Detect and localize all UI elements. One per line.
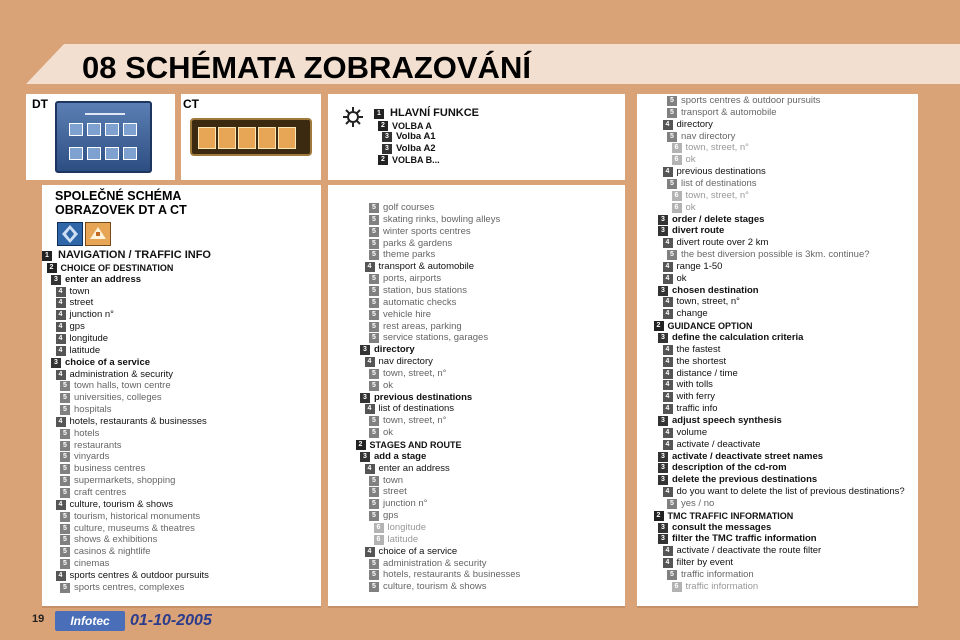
level-badge: 4 [663, 262, 673, 272]
level-badge: 6 [672, 155, 682, 165]
item-label: divert route over 2 km [676, 237, 769, 249]
item-label: town halls, town centre [74, 380, 171, 392]
item-label: town [383, 474, 404, 486]
item-label: yes / no [681, 497, 715, 509]
page-number: 19 [32, 613, 45, 625]
item-label: choice of a service [65, 356, 151, 368]
level-badge: 5 [667, 108, 677, 118]
level-badge: 2 [378, 121, 388, 131]
level-badge: 5 [60, 405, 70, 415]
item-label: description of the cd-rom [672, 462, 787, 474]
level-badge: 3 [658, 333, 668, 343]
footer-date: 01-10-2005 [130, 612, 212, 629]
level-badge: 5 [60, 429, 70, 439]
item-label: divert route [672, 225, 725, 237]
item-label: restaurants [74, 439, 122, 451]
level-badge: 5 [369, 239, 379, 249]
level-badge: 5 [369, 227, 379, 237]
item-label: traffic info [676, 403, 718, 415]
level-badge: 3 [360, 452, 370, 462]
item-label: shows & exhibitions [74, 534, 158, 546]
item-label: town, street, n° [685, 142, 749, 154]
item-label: NAVIGATION / TRAFFIC INFO [58, 249, 211, 261]
level-badge: 2 [654, 511, 664, 521]
item-label: list of destinations [681, 177, 757, 189]
level-badge: 3 [51, 358, 61, 368]
level-badge: 5 [667, 250, 677, 260]
nav-icon [57, 222, 83, 246]
item-label: volume [676, 426, 708, 438]
item-label: activate / deactivate [676, 438, 761, 450]
level-badge: 4 [56, 370, 66, 380]
level-badge: 5 [369, 381, 379, 391]
level-badge: 4 [365, 464, 375, 474]
level-badge: 6 [374, 535, 384, 545]
level-badge: 4 [663, 309, 673, 319]
level-badge: 5 [369, 428, 379, 438]
level-badge: 4 [365, 357, 375, 367]
item-label: enter an address [65, 273, 142, 285]
item-label: transport & automobile [378, 261, 475, 273]
level-badge: 4 [56, 334, 66, 344]
item-label: with ferry [676, 391, 716, 403]
item-label: town, street, n° [383, 367, 447, 379]
item-label: traffic information [685, 580, 759, 592]
level-badge: 5 [60, 381, 70, 391]
item-label: range 1-50 [676, 260, 723, 272]
item-label: order / delete stages [672, 213, 765, 225]
level-badge: 4 [663, 369, 673, 379]
item-label: define the calculation criteria [672, 332, 804, 343]
item-label: service stations, garages [383, 332, 489, 344]
item-label: list of destinations [378, 403, 455, 415]
level-badge: 5 [369, 333, 379, 343]
item-label: longitude [387, 521, 427, 533]
item-label: tourism, historical monuments [74, 510, 201, 522]
item-label: VOLBA A [392, 120, 432, 131]
level-badge: 4 [663, 428, 673, 438]
level-badge: 4 [663, 392, 673, 402]
item-label: chosen destination [672, 284, 759, 296]
level-badge: 5 [667, 179, 677, 189]
level-badge: 5 [60, 535, 70, 545]
item-label: activate / deactivate street names [672, 450, 824, 462]
level-badge: 3 [51, 275, 61, 285]
item-label: CHOICE OF DESTINATION [60, 262, 174, 273]
item-label: ok [383, 427, 394, 439]
item-label: HLAVNÍ FUNKCE [390, 107, 480, 119]
item-label: culture, tourism & shows [69, 498, 173, 510]
item-label: consult the messages [672, 521, 772, 533]
item-label: town, street, n° [676, 296, 740, 308]
item-label: street [69, 297, 94, 309]
traffic-icon [85, 222, 111, 246]
level-badge: 4 [663, 558, 673, 568]
level-badge: 4 [365, 404, 375, 414]
item-label: town, street, n° [383, 415, 447, 427]
level-badge: 5 [60, 393, 70, 403]
level-badge: 4 [56, 571, 66, 581]
level-badge: 6 [374, 523, 384, 533]
item-label: previous destinations [676, 166, 766, 178]
level-badge: 5 [369, 203, 379, 213]
level-badge: 5 [60, 559, 70, 569]
item-label: Volba A2 [396, 142, 436, 154]
level-badge: 3 [382, 144, 392, 154]
level-badge: 5 [60, 464, 70, 474]
item-label: cinemas [74, 558, 110, 570]
level-badge: 4 [56, 310, 66, 320]
level-badge: 3 [658, 475, 668, 485]
item-label: ok [676, 272, 687, 284]
item-label: parks & gardens [383, 237, 453, 249]
level-badge: 4 [663, 440, 673, 450]
common-schema-heading: SPOLEČNÉ SCHÉMA OBRAZOVEK DT A CT [55, 189, 187, 217]
level-badge: 2 [378, 155, 388, 165]
item-label: with tolls [676, 379, 713, 391]
item-label: GUIDANCE OPTION [667, 321, 753, 332]
level-badge: 3 [360, 393, 370, 403]
level-badge: 3 [382, 132, 392, 142]
level-badge: 4 [56, 417, 66, 427]
item-label: sports centres & outdoor pursuits [69, 569, 209, 581]
item-label: activate / deactivate the route filter [676, 545, 822, 557]
level-badge: 5 [667, 570, 677, 580]
item-label: the shortest [676, 355, 727, 367]
level-badge: 5 [60, 583, 70, 593]
item-label: transport & automobile [681, 106, 777, 118]
level-badge: 2 [47, 263, 57, 273]
item-label: change [676, 308, 708, 320]
item-label: town [69, 285, 90, 297]
level-badge: 4 [663, 238, 673, 248]
level-badge: 5 [369, 215, 379, 225]
level-badge: 5 [60, 488, 70, 498]
item-label: longitude [69, 332, 109, 344]
ct-label: CT [183, 97, 199, 111]
item-label: directory [676, 118, 713, 130]
item-label: gps [69, 321, 85, 333]
level-badge: 2 [654, 321, 664, 331]
level-badge: 5 [667, 499, 677, 509]
item-label: latitude [69, 344, 101, 356]
item-label: VOLBA B... [392, 155, 440, 165]
level-badge: 5 [667, 132, 677, 142]
level-badge: 4 [56, 346, 66, 356]
item-label: administration & security [69, 368, 173, 380]
level-badge: 3 [360, 345, 370, 355]
item-label: traffic information [681, 569, 754, 580]
level-badge: 5 [369, 250, 379, 260]
infotec-logo: Infotec [55, 611, 125, 631]
item-label: casinos & nightlife [74, 546, 151, 558]
level-badge: 4 [365, 547, 375, 557]
item-label: hospitals [74, 404, 112, 416]
level-badge: 5 [60, 524, 70, 534]
level-badge: 5 [369, 286, 379, 296]
item-label: universities, colleges [74, 392, 162, 404]
level-badge: 1 [374, 109, 384, 119]
level-badge: 5 [369, 487, 379, 497]
item-label: ok [685, 154, 696, 166]
level-badge: 6 [672, 203, 682, 213]
level-badge: 5 [60, 547, 70, 557]
level-badge: 5 [369, 570, 379, 580]
level-badge: 4 [663, 274, 673, 284]
item-label: administration & security [383, 557, 487, 569]
level-badge: 5 [60, 512, 70, 522]
item-label: theme parks [383, 249, 436, 261]
item-label: culture, tourism & shows [383, 581, 487, 593]
level-badge: 1 [42, 251, 52, 261]
item-label: TMC TRAFFIC INFORMATION [667, 510, 794, 521]
level-badge: 5 [60, 476, 70, 486]
level-badge: 5 [369, 416, 379, 426]
level-badge: 3 [658, 523, 668, 533]
level-badge: 5 [369, 559, 379, 569]
item-label: vehicle hire [383, 308, 432, 320]
item-label: junction n° [69, 309, 114, 321]
item-label: nav directory [681, 130, 736, 142]
level-badge: 4 [663, 120, 673, 130]
item-label: hotels, restaurants & businesses [383, 569, 521, 581]
item-label: hotels [74, 427, 100, 439]
level-badge: 4 [663, 380, 673, 390]
gear-icon [342, 106, 364, 128]
item-label: station, bus stations [383, 284, 467, 296]
item-label: street [383, 486, 407, 498]
level-badge: 5 [60, 452, 70, 462]
level-badge: 4 [56, 287, 66, 297]
level-badge: 6 [672, 191, 682, 201]
level-badge: 5 [369, 310, 379, 320]
item-label: golf courses [383, 202, 435, 213]
item-label: latitude [387, 533, 419, 545]
item-label: ports, airports [383, 273, 442, 285]
level-badge: 4 [663, 487, 673, 497]
level-badge: 4 [663, 345, 673, 355]
level-badge: 3 [658, 286, 668, 296]
level-badge: 5 [667, 96, 677, 106]
ct-screen-image [190, 118, 312, 156]
item-label: hotels, restaurants & businesses [69, 415, 207, 427]
item-label: the best diversion possible is 3km. continue? [681, 249, 870, 261]
level-badge: 5 [369, 298, 379, 308]
level-badge: 5 [369, 369, 379, 379]
level-badge: 5 [369, 499, 379, 509]
item-label: automatic checks [383, 296, 457, 308]
level-badge: 3 [658, 215, 668, 225]
level-badge: 6 [672, 143, 682, 153]
item-label: skating rinks, bowling alleys [383, 213, 501, 225]
item-label: enter an address [378, 462, 450, 474]
item-label: adjust speech synthesis [672, 414, 782, 426]
level-badge: 3 [658, 226, 668, 236]
level-badge: 4 [663, 357, 673, 367]
item-label: business centres [74, 463, 146, 475]
item-label: sports centres & outdoor pursuits [681, 95, 821, 106]
item-label: do you want to delete the list of previous destinations? [676, 486, 905, 498]
item-label: winter sports centres [383, 225, 471, 237]
item-label: previous destinations [374, 391, 473, 403]
item-label: ok [383, 379, 394, 391]
level-badge: 3 [658, 416, 668, 426]
item-label: filter the TMC traffic information [672, 533, 817, 545]
page-title: 08 SCHÉMATA ZOBRAZOVÁNÍ [82, 50, 531, 85]
item-label: Volba A1 [396, 131, 436, 142]
level-badge: 5 [60, 441, 70, 451]
item-label: gps [383, 510, 399, 522]
level-badge: 4 [663, 404, 673, 414]
item-label: distance / time [676, 367, 738, 379]
level-badge: 6 [672, 582, 682, 592]
item-label: add a stage [374, 450, 427, 462]
item-label: town, street, n° [685, 189, 749, 201]
level-badge: 4 [663, 297, 673, 307]
level-badge: 4 [56, 500, 66, 510]
level-badge: 4 [56, 322, 66, 332]
level-badge: 3 [658, 452, 668, 462]
level-badge: 3 [658, 463, 668, 473]
level-badge: 2 [356, 440, 366, 450]
level-badge: 4 [663, 546, 673, 556]
level-badge: 5 [369, 582, 379, 592]
item-label: craft centres [74, 487, 127, 498]
dt-screen-image [55, 101, 152, 173]
item-label: supermarkets, shopping [74, 475, 176, 487]
item-label: junction n° [383, 498, 428, 510]
item-label: the fastest [676, 343, 721, 355]
level-badge: 5 [369, 274, 379, 284]
item-label: choice of a service [378, 545, 458, 557]
level-badge: 5 [369, 476, 379, 486]
item-label: ok [685, 201, 696, 213]
item-label: nav directory [378, 356, 433, 368]
item-label: filter by event [676, 557, 733, 569]
item-label: STAGES AND ROUTE [369, 440, 462, 450]
item-label: vinyards [74, 451, 110, 463]
item-label: sports centres, complexes [74, 581, 185, 593]
level-badge: 4 [365, 262, 375, 272]
level-badge: 4 [56, 298, 66, 308]
item-label: delete the previous destinations [672, 474, 818, 486]
dt-label: DT [32, 97, 48, 111]
level-badge: 5 [369, 511, 379, 521]
level-badge: 5 [369, 322, 379, 332]
item-label: culture, museums & theatres [74, 522, 195, 534]
level-badge: 4 [663, 167, 673, 177]
item-label: directory [374, 344, 415, 356]
item-label: rest areas, parking [383, 320, 462, 332]
level-badge: 3 [658, 534, 668, 544]
